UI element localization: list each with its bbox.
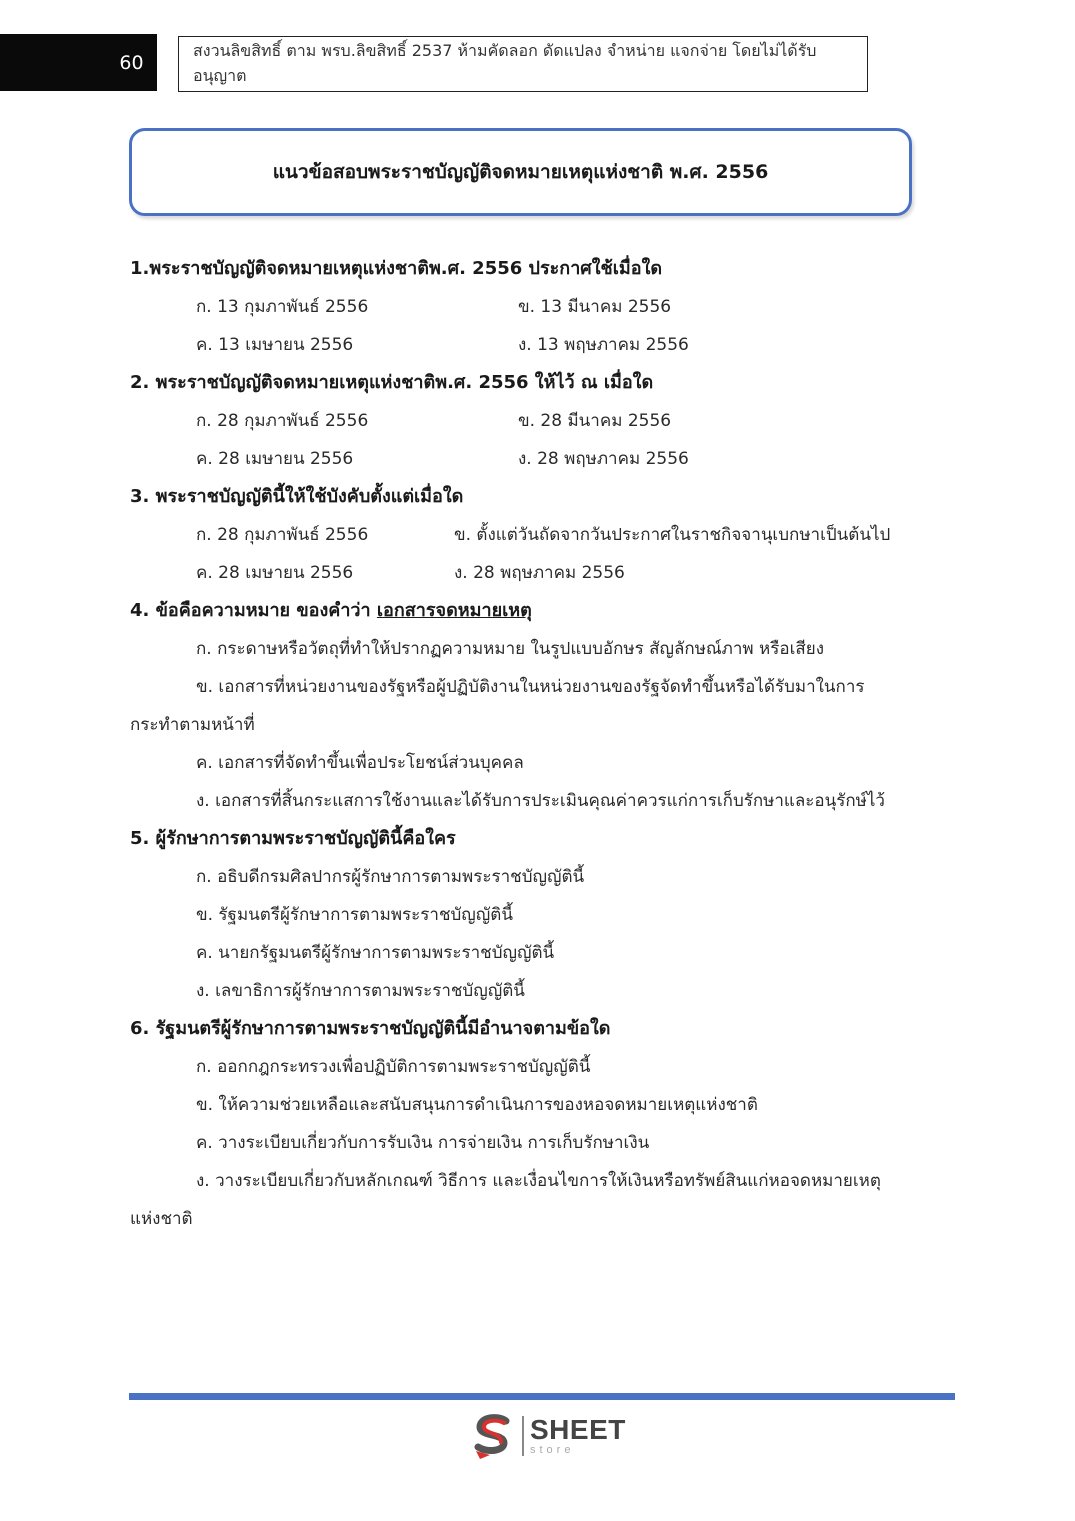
question-4 <box>130 592 920 630</box>
option-b: ข. ตั้งแต่วันถัดจากวันประกาศในราชกิจจานุเบกษาเป็นต้นไป <box>454 525 891 545</box>
options-row <box>130 402 920 440</box>
options-row <box>130 554 920 592</box>
option-d: ง. 13 พฤษภาคม 2556 <box>518 335 689 355</box>
option-c: ค. 28 เมษายน 2556 <box>196 563 354 583</box>
question-3: 3. พระราชบัญญัตินี้ให้ใช้บังคับตั้งแต่เมื่อใด <box>130 486 464 507</box>
option-b: ข. 28 มีนาคม 2556 <box>518 411 672 431</box>
question-6: 6. รัฐมนตรีผู้รักษาการตามพระราชบัญญัตินี้มีอำนาจตามข้อใด <box>130 1018 611 1039</box>
logo-subtitle: store <box>530 1444 575 1456</box>
question-5: 5. ผู้รักษาการตามพระราชบัญญัตินี้คือใคร <box>130 828 456 849</box>
option-c: ค. นายกรัฐมนตรีผู้รักษาการตามพระราชบัญญัตินี้ <box>196 943 555 963</box>
option-a: ก. อธิบดีกรมศิลปากรผู้รักษาการตามพระราชบัญญัตินี้ <box>196 867 585 887</box>
option-b: ข. เอกสารที่หน่วยงานของรัฐหรือผู้ปฏิบัติงานในหน่วยงานของรัฐจัดทำขึ้นหรือได้รับมาในการ <box>196 677 865 697</box>
copyright-text: สงวนลิขสิทธิ์ ตาม พรบ.ลิขสิทธิ์ 2537 ห้ามคัดลอก ดัดแปลง จำหน่าย แจกจ่าย โดยไม่ได้รับอนุญาต <box>193 41 817 85</box>
page-number-box <box>0 34 157 91</box>
option-b-continued: กระทำตามหน้าที่ <box>130 715 255 735</box>
option-d: ง. เอกสารที่สิ้นกระแสการใช้งานและได้รับการประเมินคุณค่าควรแก่การเก็บรักษาและอนุรักษ์ไว้ <box>196 791 885 811</box>
option-a: ก. กระดาษหรือวัตถุที่ทำให้ปรากฏความหมาย ในรูปแบบอักษร สัญลักษณ์ภาพ หรือเสียง <box>196 639 825 659</box>
logo-separator <box>522 1416 524 1456</box>
option-c: ค. 28 เมษายน 2556 <box>196 449 354 469</box>
option-d: ง. 28 พฤษภาคม 2556 <box>518 449 689 469</box>
question-list <box>130 250 920 1238</box>
option-c: ค. เอกสารที่จัดทำขึ้นเพื่อประโยชน์ส่วนบุคคล <box>196 753 524 773</box>
option-d: ง. 28 พฤษภาคม 2556 <box>454 563 625 583</box>
page-title: แนวข้อสอบพระราชบัญญัติจดหมายเหตุแห่งชาติ พ.ศ. 2556 <box>272 161 769 183</box>
options-row <box>130 326 920 364</box>
sheet-s-logo-icon <box>470 1413 516 1459</box>
option-a: ก. 28 กุมภาพันธ์ 2556 <box>196 525 369 545</box>
question-2: 2. พระราชบัญญัติจดหมายเหตุแห่งชาติพ.ศ. 2556 ให้ไว้ ณ เมื่อใด <box>130 372 654 393</box>
copyright-notice <box>178 36 868 92</box>
option-b: ข. ให้ความช่วยเหลือและสนับสนุนการดำเนินการของหอจดหมายเหตุแห่งชาติ <box>196 1095 758 1115</box>
sheet-store-logo <box>470 1412 626 1460</box>
option-a: ก. 13 กุมภาพันธ์ 2556 <box>196 297 369 317</box>
logo-text <box>530 1416 626 1456</box>
options-row <box>130 288 920 326</box>
option-c: ค. วางระเบียบเกี่ยวกับการรับเงิน การจ่ายเงิน การเก็บรักษาเงิน <box>196 1133 650 1153</box>
page-title-box <box>129 128 912 216</box>
option-d: ง. วางระเบียบเกี่ยวกับหลักเกณฑ์ วิธีการ และเงื่อนไขการให้เงินหรือทรัพย์สินแก่หอจดหมายเหตุ <box>196 1171 881 1191</box>
question-4-prefix: 4. ข้อคือความหมาย ของคำว่า <box>130 600 377 621</box>
logo-word: SHEET <box>530 1414 626 1445</box>
option-b: ข. รัฐมนตรีผู้รักษาการตามพระราชบัญญัตินี้ <box>196 905 513 925</box>
option-a: ก. ออกกฎกระทรวงเพื่อปฏิบัติการตามพระราชบัญญัตินี้ <box>196 1057 591 1077</box>
options-row <box>130 440 920 478</box>
option-d: ง. เลขาธิการผู้รักษาการตามพระราชบัญญัตินี้ <box>196 981 525 1001</box>
options-row <box>130 516 920 554</box>
question-1: 1.พระราชบัญญัติจดหมายเหตุแห่งชาติพ.ศ. 2556 ประกาศใช้เมื่อใด <box>130 258 663 279</box>
footer-divider <box>129 1393 955 1400</box>
option-c: ค. 13 เมษายน 2556 <box>196 335 354 355</box>
option-b: ข. 13 มีนาคม 2556 <box>518 297 672 317</box>
option-d-continued: แห่งชาติ <box>130 1209 193 1229</box>
question-4-term: เอกสารจดหมายเหตุ <box>376 600 532 621</box>
option-a: ก. 28 กุมภาพันธ์ 2556 <box>196 411 369 431</box>
page-number: 60 <box>119 51 144 74</box>
